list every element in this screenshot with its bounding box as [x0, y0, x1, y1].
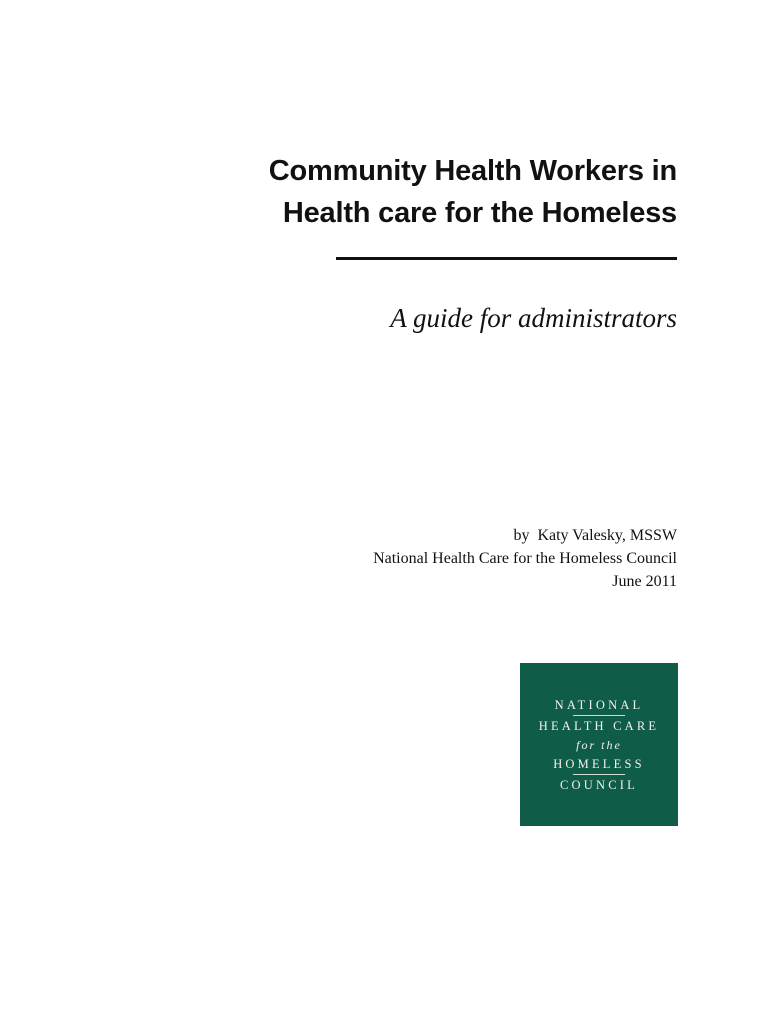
title-line-1: Community Health Workers in — [268, 155, 677, 187]
logo-line-homeless: HOMELESS — [553, 757, 645, 771]
byline-block — [157, 524, 677, 593]
logo-line-health-care: HEALTH CARE — [538, 719, 660, 733]
logo-line-council: COUNCIL — [560, 778, 638, 792]
council-logo — [520, 663, 678, 826]
document-title — [157, 150, 677, 234]
logo-line-national: NATIONAL — [554, 698, 644, 712]
logo-line-for-the: for the — [576, 738, 622, 752]
byline-organization: National Health Care for the Homeless Council — [373, 550, 677, 567]
document-subtitle: A guide for administrators — [390, 303, 677, 333]
logo-divider-2 — [573, 774, 625, 775]
logo-divider-1 — [573, 715, 625, 716]
title-line-2: Health care for the Homeless — [282, 197, 677, 229]
title-divider — [336, 257, 677, 260]
byline-date: June 2011 — [612, 573, 677, 590]
byline-author: by Katy Valesky, MSSW — [513, 527, 677, 544]
